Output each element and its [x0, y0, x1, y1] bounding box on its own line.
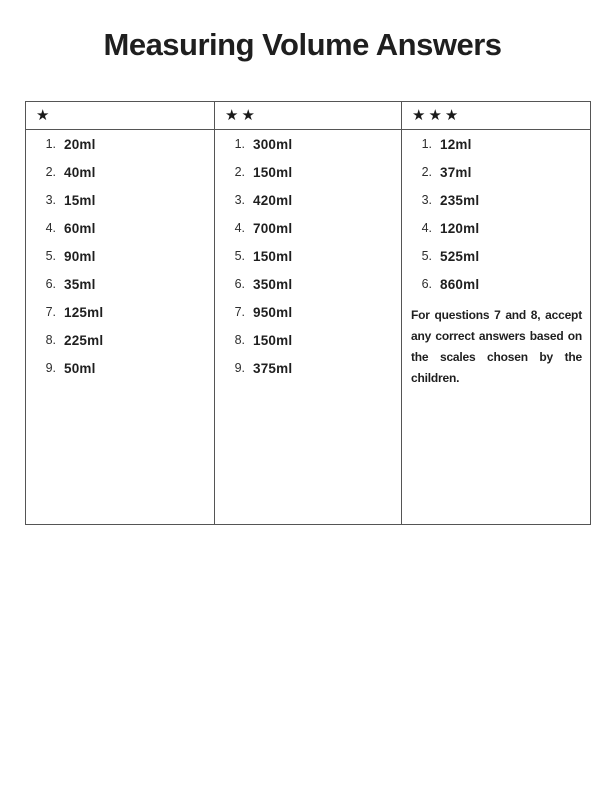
answer-number: 4. [421, 221, 432, 235]
answer-item [215, 326, 401, 354]
answer-list [402, 130, 590, 298]
answer-number: 6. [421, 277, 432, 291]
answer-number: 3. [234, 193, 245, 207]
answer-value: 20ml [64, 136, 96, 152]
answer-number: 4. [234, 221, 245, 235]
answer-item [26, 186, 214, 214]
answer-number: 5. [234, 249, 245, 263]
answer-number: 5. [421, 249, 432, 263]
answer-number: 9. [45, 361, 56, 375]
answer-number: 7. [234, 305, 245, 319]
answer-value: 12ml [440, 136, 472, 152]
page-title: Measuring Volume Answers [103, 27, 502, 62]
answer-value: 950ml [253, 304, 293, 320]
answer-item [26, 326, 214, 354]
answer-item [402, 242, 590, 270]
answer-item [26, 354, 214, 382]
answer-number: 9. [234, 361, 245, 375]
answer-value: 60ml [64, 220, 96, 236]
star-rating-icon: ★ [36, 107, 53, 124]
difficulty-header-one-star [26, 102, 214, 130]
answer-value: 15ml [64, 192, 96, 208]
answer-value: 860ml [440, 276, 480, 292]
answer-number: 1. [45, 137, 56, 151]
answer-item [402, 130, 590, 158]
answer-item [26, 242, 214, 270]
answer-item [215, 270, 401, 298]
answer-value: 225ml [64, 332, 104, 348]
answer-number: 6. [45, 277, 56, 291]
answer-item [215, 354, 401, 382]
answer-item [402, 214, 590, 242]
answer-value: 37ml [440, 164, 472, 180]
answer-value: 150ml [253, 248, 293, 264]
answer-number: 3. [421, 193, 432, 207]
answer-value: 420ml [253, 192, 293, 208]
answer-item [215, 186, 401, 214]
answer-number: 2. [45, 165, 56, 179]
answer-column-body [215, 130, 401, 524]
answers-table [25, 101, 591, 525]
answer-list [215, 130, 401, 382]
answer-number: 2. [421, 165, 432, 179]
answer-value: 700ml [253, 220, 293, 236]
star-rating-icon: ★★ [225, 107, 258, 124]
difficulty-header-two-star [215, 102, 401, 130]
answer-column-three-star [402, 102, 590, 524]
answer-value: 235ml [440, 192, 480, 208]
answer-number: 1. [421, 137, 432, 151]
answer-item [26, 158, 214, 186]
answer-item [215, 158, 401, 186]
answer-number: 8. [45, 333, 56, 347]
answer-item [26, 130, 214, 158]
answer-item [402, 158, 590, 186]
answer-value: 40ml [64, 164, 96, 180]
answer-value: 525ml [440, 248, 480, 264]
answer-number: 3. [45, 193, 56, 207]
answer-value: 120ml [440, 220, 480, 236]
answer-column-two-star [215, 102, 402, 524]
answer-number: 8. [234, 333, 245, 347]
answer-item [26, 298, 214, 326]
answer-value: 90ml [64, 248, 96, 264]
answer-item [215, 242, 401, 270]
answer-item [215, 214, 401, 242]
answer-value: 375ml [253, 360, 293, 376]
answer-number: 1. [234, 137, 245, 151]
star-rating-icon: ★★★ [412, 107, 462, 124]
answer-value: 125ml [64, 304, 104, 320]
answer-number: 7. [45, 305, 56, 319]
answer-number: 2. [234, 165, 245, 179]
answer-value: 150ml [253, 332, 293, 348]
note-text: For questions 7 and 8, accept any correct answers based on the scales chosen by the children. [411, 308, 582, 385]
answer-column-body [26, 130, 214, 524]
answer-value: 35ml [64, 276, 96, 292]
answer-number: 5. [45, 249, 56, 263]
answer-column-one-star [26, 102, 215, 524]
answer-list [26, 130, 214, 382]
answer-value: 350ml [253, 276, 293, 292]
answer-number: 4. [45, 221, 56, 235]
answer-value: 150ml [253, 164, 293, 180]
answer-value: 300ml [253, 136, 293, 152]
difficulty-header-three-star [402, 102, 590, 130]
answer-item [215, 298, 401, 326]
answer-item [402, 186, 590, 214]
answer-column-body [402, 130, 590, 524]
answer-number: 6. [234, 277, 245, 291]
answer-item [402, 270, 590, 298]
answer-item [26, 214, 214, 242]
answer-item [26, 270, 214, 298]
answer-value: 50ml [64, 360, 96, 376]
answer-item [215, 130, 401, 158]
